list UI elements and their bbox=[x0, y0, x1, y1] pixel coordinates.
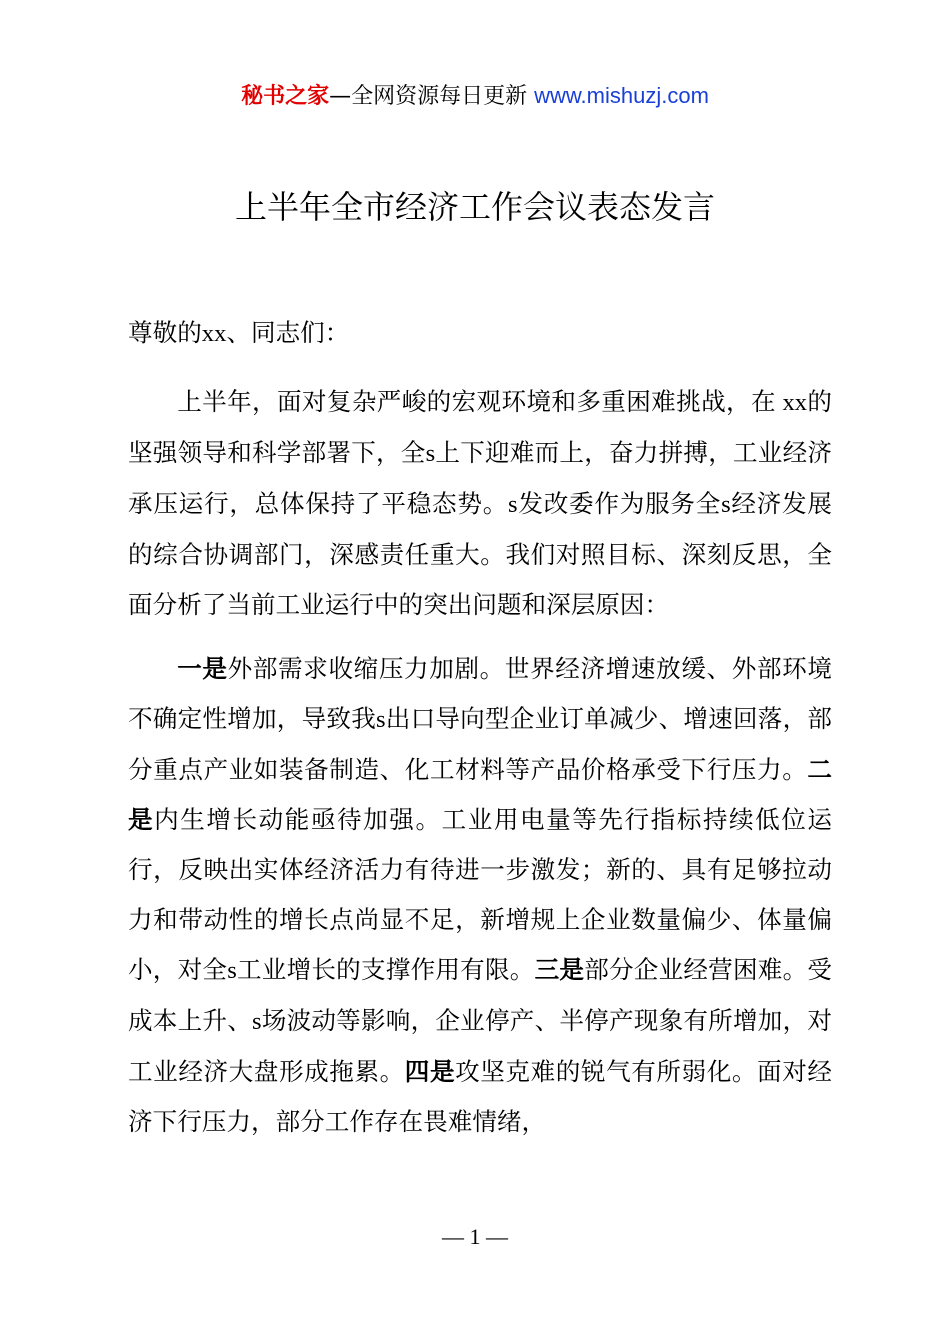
point-label-3: 三是 bbox=[534, 955, 585, 984]
site-url-link[interactable]: www.mishuzj.com bbox=[534, 83, 709, 108]
paragraph-problems: 一是外部需求收缩压力加剧。世界经济增速放缓、外部环境不确定性增加，导致我s出口导向型企业订单减少、增速回落，部分重点产业如装备制造、化工材料等产品价格承受下行压力。二是内生增长动能亟待加强。工业用电量等先行指标持续低位运行，反映出实体经济活力有待进一步激发；新的、具有足够拉动力和带动性的增长点尚显不足，新增规上企业数量偏少、体量偏小，对全s工业增长的支撑作用有限。三是部分企业经营困难。受成本上升、s场波动等影响，企业停产、半停产现象有所增加，对工业经济大盘形成拖累。四是攻坚克难的锐气有所弱化。面对经济下行压力，部分工作存在畏难情绪， bbox=[128, 654, 832, 1136]
document-title: 上半年全市经济工作会议表态发言 bbox=[234, 188, 715, 226]
banner-dash: — bbox=[329, 84, 352, 109]
page-number: — 1 — bbox=[442, 1224, 508, 1249]
site-brand: 秘书之家 bbox=[241, 84, 330, 109]
site-tagline: 全网资源每日更新 bbox=[351, 84, 528, 109]
point-label-1: 一是 bbox=[177, 654, 228, 683]
site-banner bbox=[0, 80, 950, 113]
paragraph-intro: 上半年，面对复杂严峻的宏观环境和多重困难挑战，在 xx的坚强领导和科学部署下，全s上下迎难而上，奋力拼搏，工业经济承压运行，总体保持了平稳态势。s发改委作为服务全s经济发展的综合协调部门，深感责任重大。我们对照目标、深刻反思，全面分析了当前工业运行中的突出问题和深层原因： bbox=[128, 387, 832, 619]
document-body bbox=[128, 308, 832, 1147]
point-label-4: 四是 bbox=[404, 1057, 456, 1086]
point-label-2: 二是 bbox=[128, 755, 832, 834]
salutation: 尊敬的xx、同志们： bbox=[128, 318, 350, 347]
